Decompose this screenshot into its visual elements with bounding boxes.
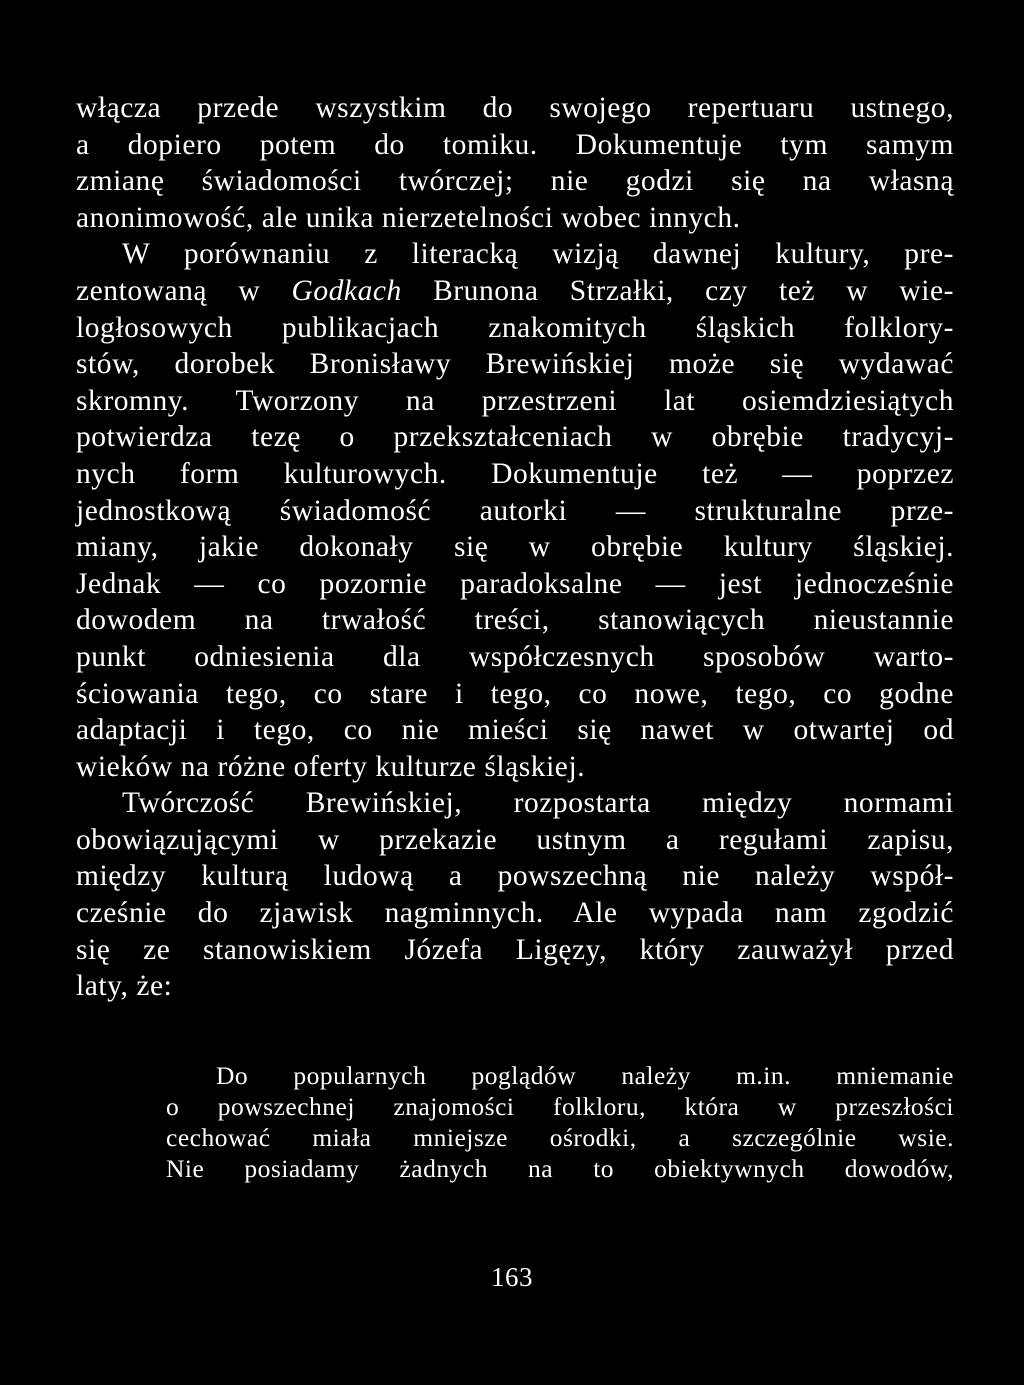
text-line: adaptacji i tego, co nie mieści się nawet w otwartej od <box>76 714 954 747</box>
text-line: skromny. Tworzony na przestrzeni lat osiemdziesiątych <box>76 384 954 417</box>
text-line: cześnie do zjawisk nagminnych. Ale wypada nam zgodzić <box>76 897 954 930</box>
text-line: miany, jakie dokonały się w obrębie kultury śląskiej. <box>76 531 954 564</box>
text-line: punkt odniesienia dla współczesnych sposobów warto- <box>76 640 954 673</box>
text-line: włącza przede wszystkim do swojego repertuaru ustnego, <box>76 92 954 124</box>
text-line: obowiązującymi w przekazie ustnym a regułami zapisu, <box>76 823 954 856</box>
book-title: Godkach <box>291 274 402 307</box>
page-number: 163 <box>491 1262 533 1292</box>
text-line: między kulturą ludową a powszechną nie należy współ- <box>76 860 954 893</box>
quote-line: Nie posiadamy żadnych na to obiektywnych dowodów, <box>166 1154 954 1183</box>
text-fragment: zentowaną w <box>76 274 292 307</box>
text-line: laty, że: <box>76 970 173 1003</box>
paragraph-start: W porównaniu z literacką wizją dawnej kultury, pre- <box>122 238 954 271</box>
quote-line: cechować miała mniejsze ośrodki, a szczególnie wsie. <box>166 1123 954 1152</box>
text-line: a dopiero potem do tomiku. Dokumentuje tym samym <box>76 128 954 161</box>
quote-line: o powszechnej znajomości folkloru, która w przeszłości <box>166 1092 954 1121</box>
text-line: nych form kulturowych. Dokumentuje też — poprzez <box>76 457 954 490</box>
text-line <box>76 273 954 310</box>
text-line: potwierdza tezę o przekształceniach w obrębie tradycyj- <box>76 421 954 454</box>
block-quote <box>166 1060 954 1184</box>
text-line: ściowania tego, co stare i tego, co nowe, tego, co godne <box>76 677 954 710</box>
text-line: wieków na różne oferty kulturze śląskiej. <box>76 750 586 783</box>
body-text <box>76 90 954 1005</box>
text-line: anonimowość, ale unika nierzetelności wobec innych. <box>76 201 741 234</box>
quote-line: Do popularnych poglądów należy m.in. mniemanie <box>216 1061 954 1090</box>
paragraph-start: Twórczość Brewińskiej, rozpostarta między normami <box>122 787 954 820</box>
text-line: zmianę świadomości twórczej; nie godzi się na własną <box>76 165 954 198</box>
text-line: jednostkową świadomość autorki — strukturalne prze- <box>76 494 954 527</box>
text-line: dowodem na trwałość treści, stanowiących nieustannie <box>76 604 954 637</box>
text-fragment: Brunona Strzałki, czy też w wie- <box>401 274 955 307</box>
text-line: się ze stanowiskiem Józefa Ligęzy, który zauważył przed <box>76 933 954 966</box>
text-line: logłosowych publikacjach znakomitych śląskich folklory- <box>76 311 954 344</box>
text-line: stów, dorobek Bronisławy Brewińskiej może się wydawać <box>76 348 954 381</box>
text-line: Jednak — co pozornie paradoksalne — jest jednocześnie <box>76 567 954 600</box>
